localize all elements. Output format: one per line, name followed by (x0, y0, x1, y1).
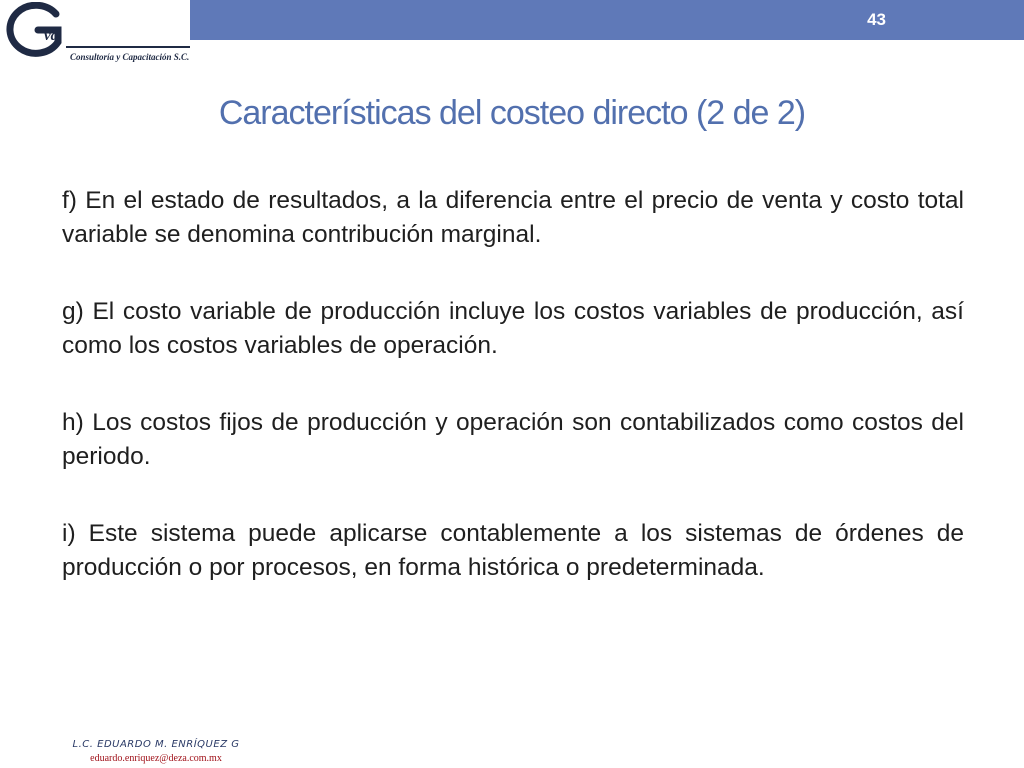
paragraph-i: i) Este sistema puede aplicarse contablemente a los sistemas de órdenes de producción o por procesos, en forma histórica o predeterminada. (62, 520, 964, 581)
paragraph-h: h) Los costos fijos de producción y operación son contabilizados como costos del periodo. (62, 409, 964, 470)
logo-rule (66, 46, 190, 48)
slide-body (62, 184, 964, 628)
header-bar (190, 0, 1024, 40)
logo-caption: Consultoría y Capacitación S.C. (70, 52, 190, 62)
svg-text:va: va (44, 28, 59, 44)
footer (66, 738, 246, 766)
footer-author: L.C. EDUARDO M. ENRÍQUEZ G (72, 739, 240, 750)
page-number: 43 (867, 10, 886, 29)
company-logo (4, 2, 190, 64)
paragraph-f: f) En el estado de resultados, a la diferencia entre el precio de venta y costo total variable se denomina contribución marginal. (62, 187, 964, 248)
footer-email: eduardo.enriquez@deza.com.mx (90, 753, 222, 764)
slide-title: Características del costeo directo (2 de 2) (218, 94, 806, 132)
paragraph-g: g) El costo variable de producción incluye los costos variables de producción, así como los costos variables de operación. (62, 298, 964, 359)
